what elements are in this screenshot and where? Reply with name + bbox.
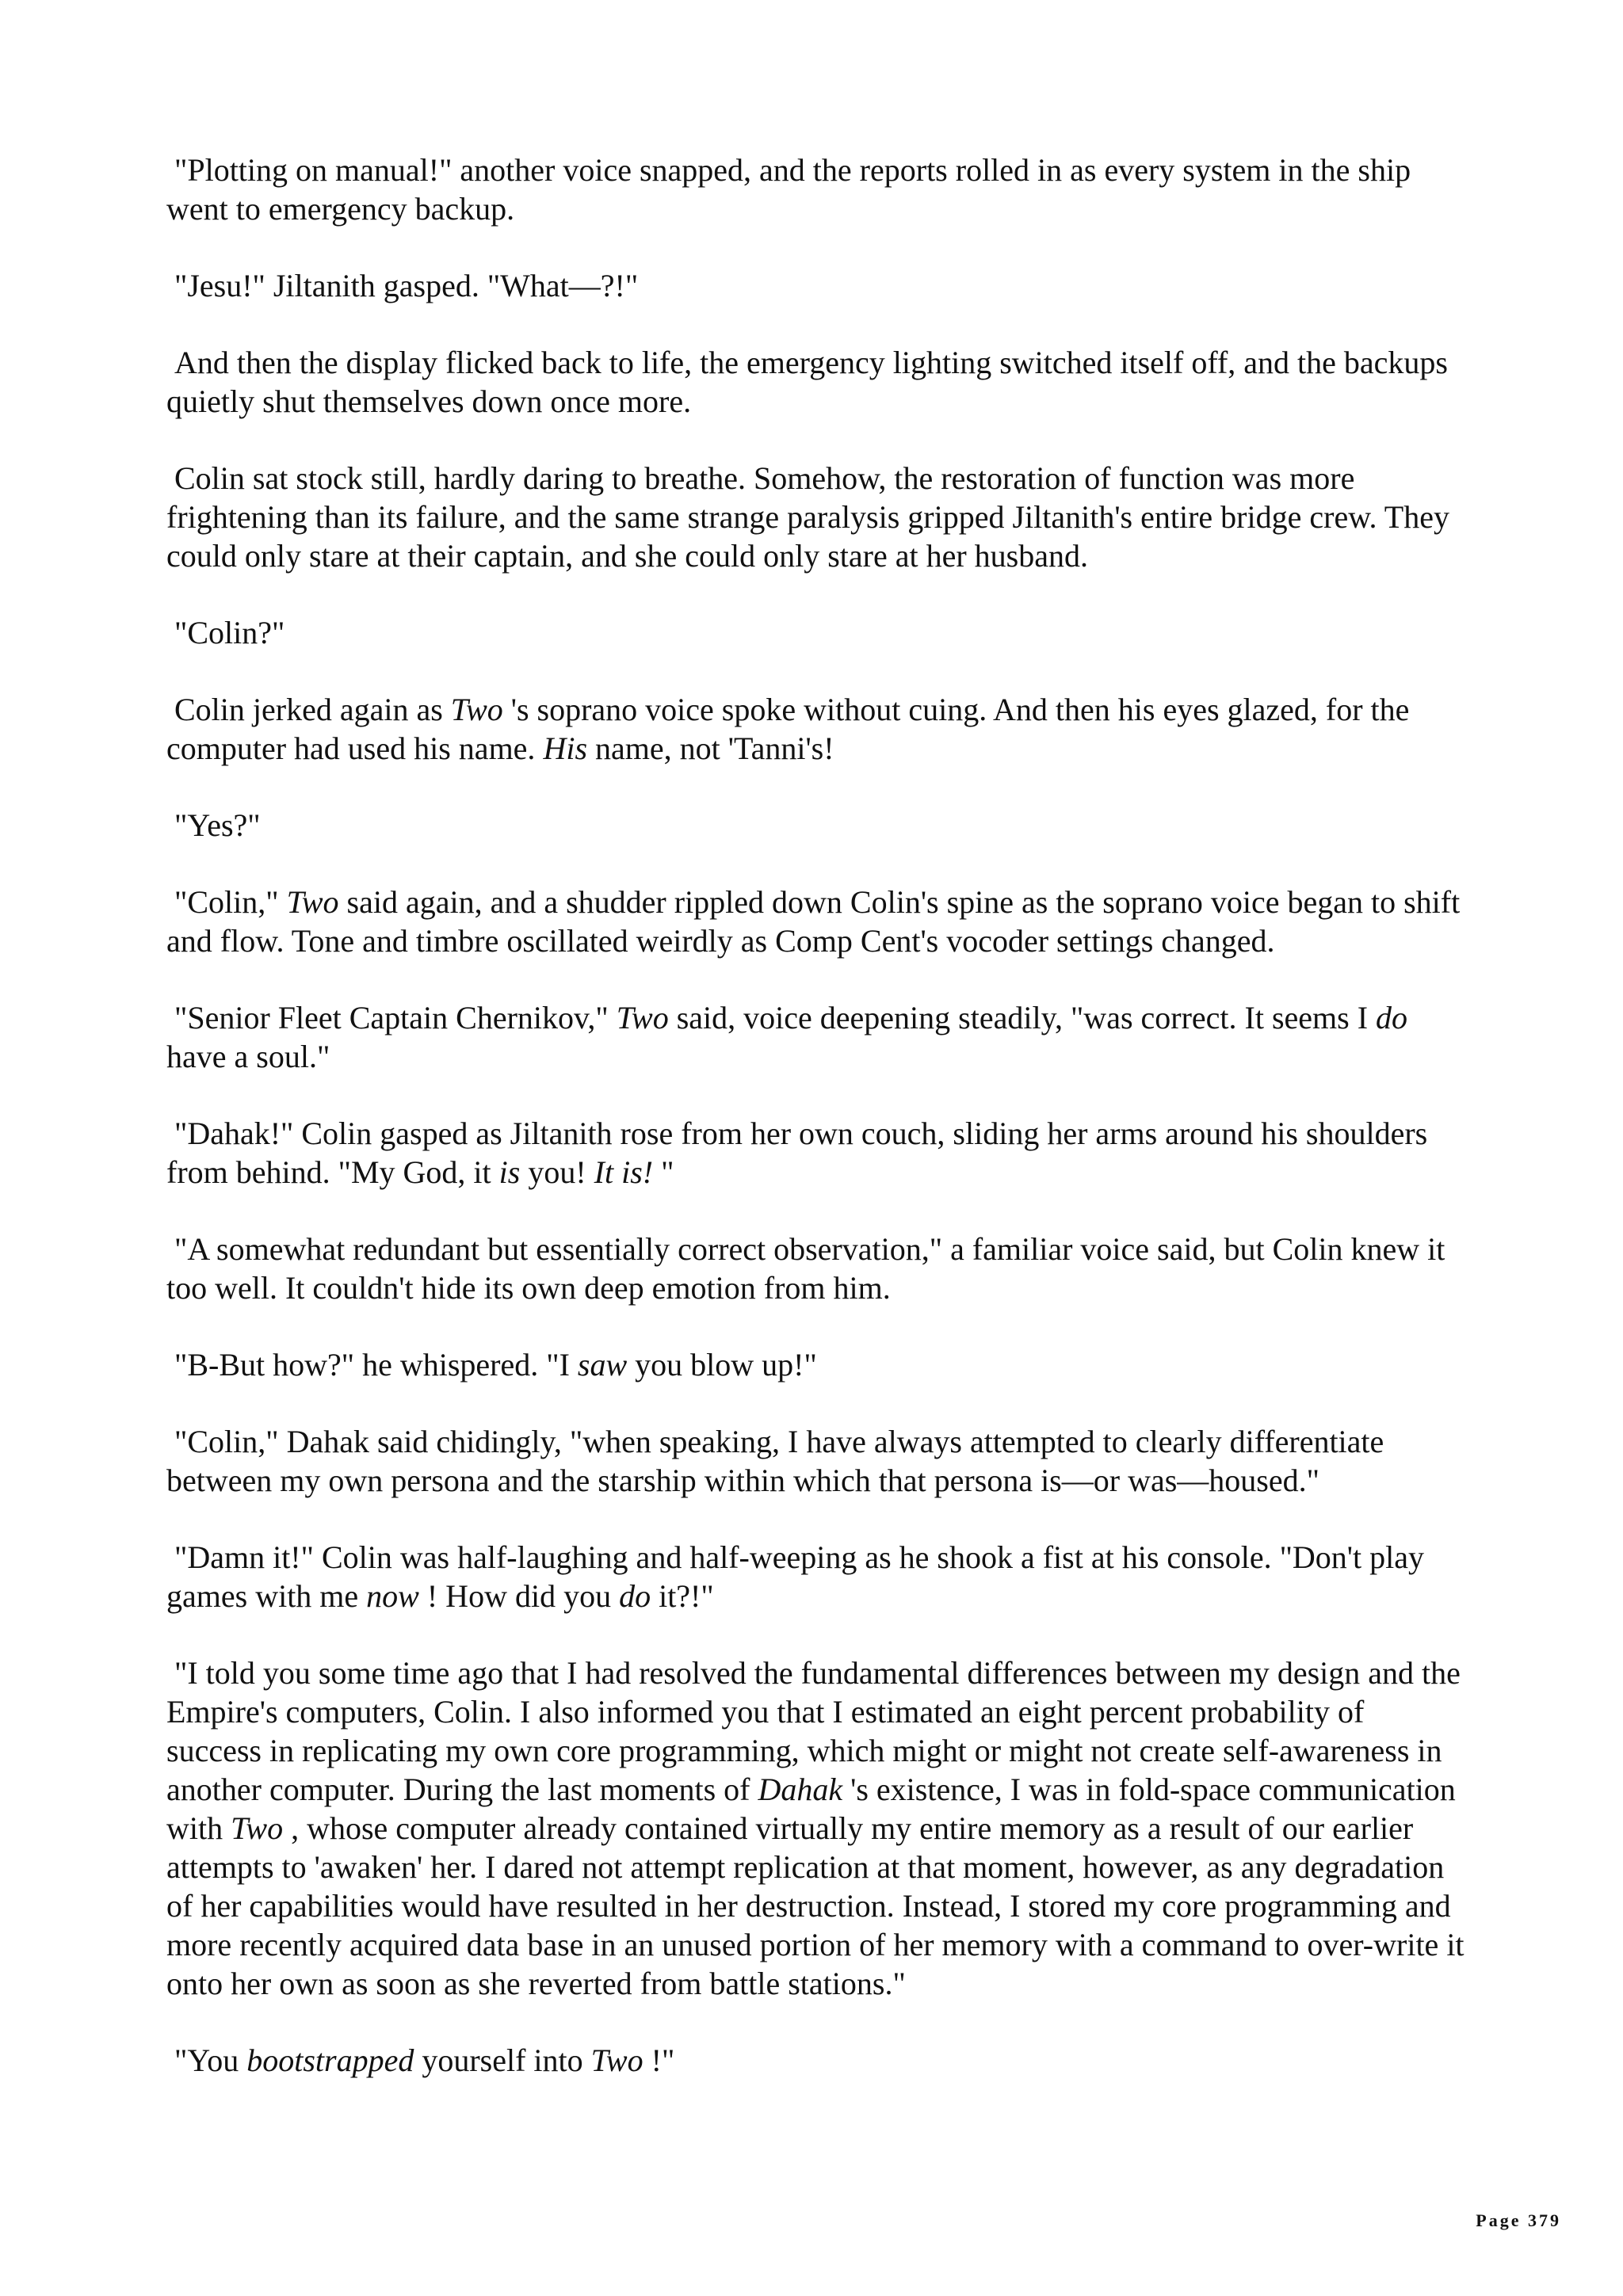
paragraph xyxy=(166,343,1466,421)
text-run: "Senior Fleet Captain Chernikov," xyxy=(174,1000,617,1035)
text-run: "Colin," Dahak said chidingly, "when speaking, I have always attempted to clearly differentiate between my own persona and the starship within which that persona is—or was—housed." xyxy=(166,1424,1384,1498)
italic-text: now xyxy=(366,1578,419,1614)
text-run: " xyxy=(653,1154,674,1190)
text-run: "Yes?" xyxy=(174,807,261,843)
text-run: , whose computer already contained virtually my entire memory as a result of our earlier attempts to 'awaken' her. I dared not attempt replication at that moment, however, as any degradation of her capabilities would have resulted in her destruction. Instead, I stored my core programming and more recently acquired data base in an unused portion of her memory with a command to over-write it onto her own as soon as she reverted from battle stations." xyxy=(166,1810,1465,2001)
paragraph xyxy=(166,459,1466,575)
paragraph xyxy=(166,690,1466,768)
page-body xyxy=(166,151,1466,2118)
italic-text: do xyxy=(619,1578,651,1614)
paragraph xyxy=(166,151,1466,228)
paragraph xyxy=(166,883,1466,960)
paragraph xyxy=(166,998,1466,1076)
text-run: "You xyxy=(174,2042,247,2078)
text-run: !" xyxy=(643,2042,675,2078)
text-run: "Plotting on manual!" another voice snapped, and the reports rolled in as every system in the ship went to emergency backup. xyxy=(166,152,1411,227)
paragraph xyxy=(166,1653,1466,2003)
page-number: Page 379 xyxy=(1476,2210,1561,2230)
text-run: And then the display flicked back to life, the emergency lighting switched itself off, and the backups quietly shut themselves down once more. xyxy=(166,345,1448,419)
text-run: "Colin?" xyxy=(174,615,285,650)
paragraph xyxy=(166,1422,1466,1500)
italic-text: Two xyxy=(450,692,503,727)
text-run: 's soprano voice spoke without cuing. And then his eyes glazed, for the computer had used his name. xyxy=(166,692,1410,766)
text-run: 's existence, I was in fold-space communication with xyxy=(166,1772,1456,1846)
paragraph xyxy=(166,2041,1466,2080)
italic-text: is xyxy=(498,1154,521,1190)
text-run: Colin jerked again as xyxy=(174,692,451,727)
text-run: "Damn it!" Colin was half-laughing and half-weeping as he shook a fist at his console. "Don't play games with me xyxy=(166,1539,1424,1614)
italic-text: His xyxy=(543,730,588,766)
italic-text: Two xyxy=(616,1000,669,1035)
text-run: have a soul." xyxy=(166,1039,330,1074)
text-run: said, voice deepening steadily, "was correct. It seems I xyxy=(668,1000,1377,1035)
text-run: "Dahak!" Colin gasped as Jiltanith rose from her own couch, sliding her arms around his shoulders from behind. "My God, it xyxy=(166,1116,1428,1190)
italic-text: Two xyxy=(231,1810,284,1846)
italic-text: saw xyxy=(577,1347,628,1383)
text-run: said again, and a shudder rippled down Colin's spine as the soprano voice began to shift and flow. Tone and timbre oscillated weirdly as Comp Cent's vocoder settings changed. xyxy=(166,884,1461,959)
paragraph xyxy=(166,806,1466,845)
paragraph xyxy=(166,1538,1466,1615)
paragraph xyxy=(166,1114,1466,1192)
text-run: name, not 'Tanni's! xyxy=(587,730,834,766)
text-run: "Jesu!" Jiltanith gasped. "What—?!" xyxy=(174,268,639,303)
italic-text: do xyxy=(1376,1000,1408,1035)
paragraph xyxy=(166,1230,1466,1307)
text-run: "A somewhat redundant but essentially correct observation," a familiar voice said, but Colin knew it too well. It couldn't hide its own deep emotion from him. xyxy=(166,1231,1445,1306)
paragraph xyxy=(166,266,1466,305)
italic-text: Dahak xyxy=(758,1772,843,1807)
text-run: ! How did you xyxy=(418,1578,620,1614)
text-run: yourself into xyxy=(414,2042,591,2078)
italic-text: bootstrapped xyxy=(246,2042,414,2078)
text-run: you! xyxy=(520,1154,594,1190)
italic-text: Two xyxy=(590,2042,643,2078)
text-run: "Colin," xyxy=(174,884,287,920)
text-run: "I told you some time ago that I had resolved the fundamental differences between my design and the Empire's computers, Colin. I also informed you that I estimated an eight percent probability of success in replicating my own core programming, which might or might not create self-awareness in another computer. During the last moments of xyxy=(166,1655,1461,1807)
text-run: you blow up!" xyxy=(627,1347,817,1383)
paragraph xyxy=(166,613,1466,652)
italic-text: It is! xyxy=(594,1154,654,1190)
text-run: Colin sat stock still, hardly daring to breathe. Somehow, the restoration of function was more frightening than its failure, and the same strange paralysis gripped Jiltanith's entire bridge crew. They could only stare at their captain, and she could only stare at her husband. xyxy=(166,460,1449,574)
italic-text: Two xyxy=(286,884,339,920)
text-run: "B-But how?" he whispered. "I xyxy=(174,1347,578,1383)
text-run: it?!" xyxy=(651,1578,714,1614)
paragraph xyxy=(166,1345,1466,1384)
